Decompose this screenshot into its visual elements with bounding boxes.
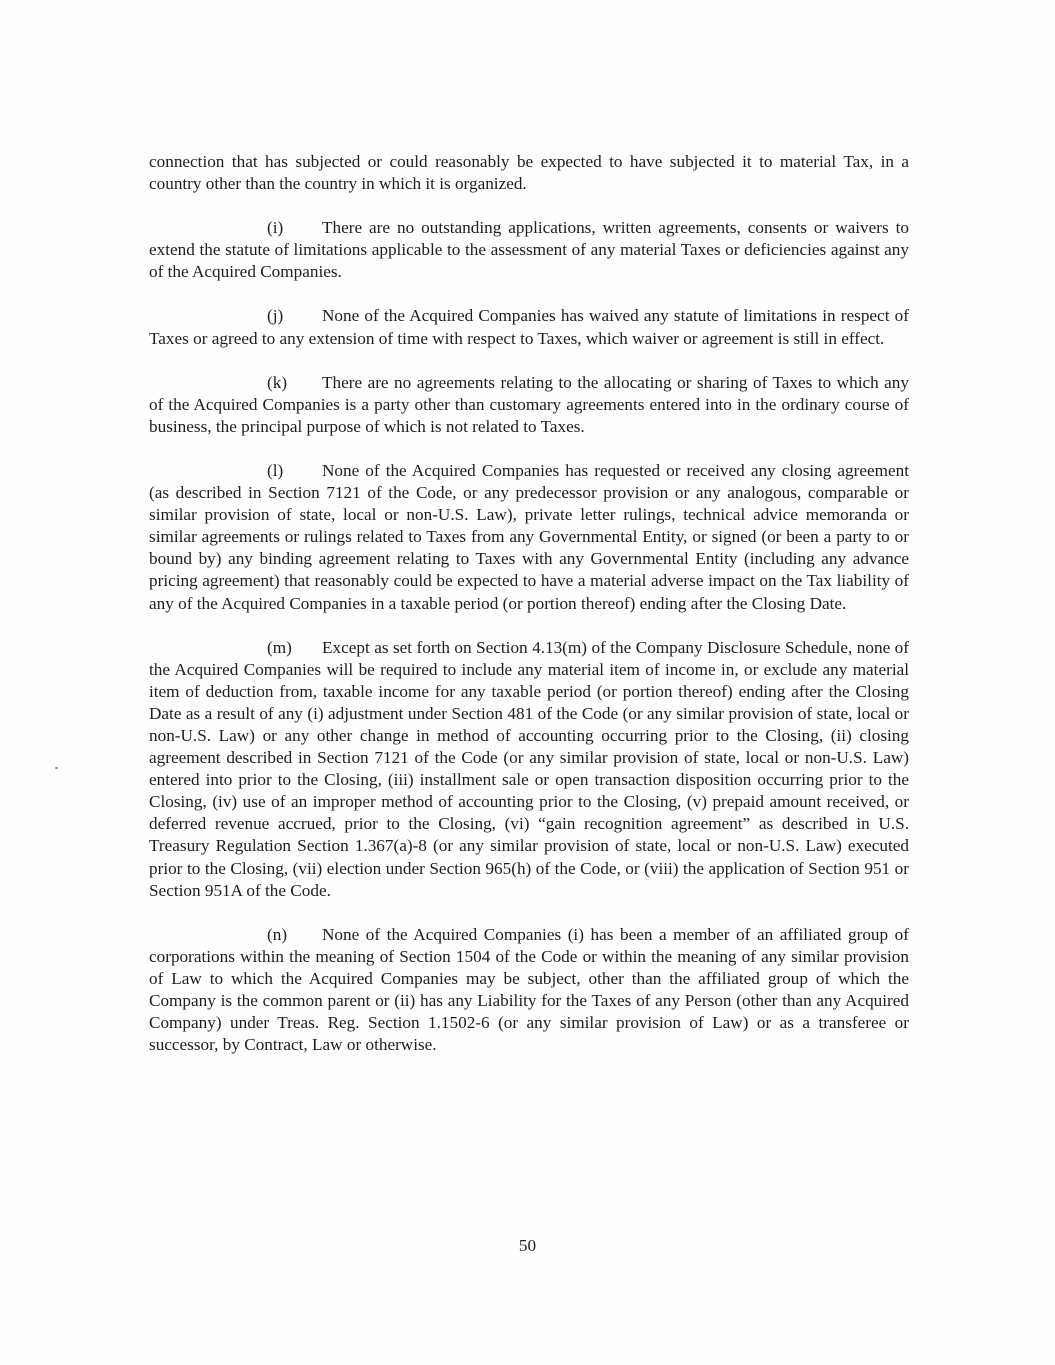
paragraph-text: There are no agreements relating to the allocating or sharing of Taxes to which any of the Acquired Companies is a party other than customary agreements entered into in the ordinary course of business, the principal purpose of which is not related to Taxes. <box>149 372 909 436</box>
paragraph-n <box>149 924 909 1057</box>
page-number: 50 <box>518 1236 537 1255</box>
paragraph-text: There are no outstanding applications, written agreements, consents or waivers to extend the statute of limitations applicable to the assessment of any material Taxes or deficiencies against any of the Acquired Companies. <box>149 218 909 282</box>
paragraph-label: (l) <box>267 460 284 480</box>
paragraph-text: None of the Acquired Companies has requested or received any closing agreement (as described in Section 7121 of the Code, or any predecessor provision or any analogous, comparable or similar provision of state, local or non-U.S. Law), private letter rulings, technical advice memoranda or similar agreements or rulings related to Taxes from any Governmental Entity, or signed (or been a party to or bound by) any binding agreement relating to Taxes with any Governmental Entity (including any advance pricing agreement) that reasonably could be expected to have a material adverse impact on the Tax liability of any of the Acquired Companies in a taxable period (or portion thereof) ending after the Closing Date. <box>149 460 909 613</box>
paragraph-text: Except as set forth on Section 4.13(m) of the Company Disclosure Schedule, none of the Acquired Companies will be required to include any material item of income in, or exclude any material item of deduction from, taxable income for any taxable period (or portion thereof) ending after the Closing Date as a result of any (i) adjustment under Section 481 of the Code (or any similar provision of state, local or non-U.S. Law) or any other change in method of accounting occurring prior to the Closing, (ii) closing agreement described in Section 7121 of the Code (or any similar provision of state, local or non-U.S. Law) entered into prior to the Closing, (iii) installment sale or open transaction disposition occurring prior to the Closing, (iv) use of an improper method of accounting prior to the Closing, (v) prepaid amount received, or deferred revenue accrued, prior to the Closing, (vi) “gain recognition agreement” as described in U.S. Treasury Regulation Section 1.367(a)-8 (or any similar provision of state, local or non-U.S. Law) executed prior to the Closing, (vii) election under Section 965(h) of the Code, or (viii) the application of Section 951 or Section 951A of the Code. <box>149 637 909 900</box>
paragraph-label: (n) <box>267 924 288 944</box>
paragraph-j <box>149 305 909 349</box>
paragraph-i <box>149 217 909 283</box>
paragraph-label: (j) <box>267 306 284 326</box>
paragraph-text: None of the Acquired Companies (i) has been a member of an affiliated group of corporations within the meaning of Section 1504 of the Code or within the meaning of any similar provision of Law to which the Acquired Companies may be subject, other than the affiliated group of which the Company is the common parent or (ii) has any Liability for the Taxes of any Person (other than any Acquired Company) under Treas. Reg. Section 1.1502-6 (or any similar provision of Law) or as a transferee or successor, by Contract, Law or otherwise. <box>149 924 909 1055</box>
paragraph-label: (i) <box>267 218 284 238</box>
paragraph-label: (k) <box>267 372 288 392</box>
paragraph-label: (m) <box>267 637 292 657</box>
paragraph-m <box>149 637 909 902</box>
document-body <box>149 151 909 1078</box>
paragraph-l <box>149 460 909 615</box>
paragraph-text: None of the Acquired Companies has waived any statute of limitations in respect of Taxes or agreed to any extension of time with respect to Taxes, which waiver or agreement is still in effect. <box>149 306 909 348</box>
scan-speck <box>55 767 58 769</box>
intro-paragraph: connection that has subjected or could reasonably be expected to have subjected it to material Tax, in a country other than the country in which it is organized. <box>149 152 909 194</box>
paragraph-k <box>149 372 909 438</box>
